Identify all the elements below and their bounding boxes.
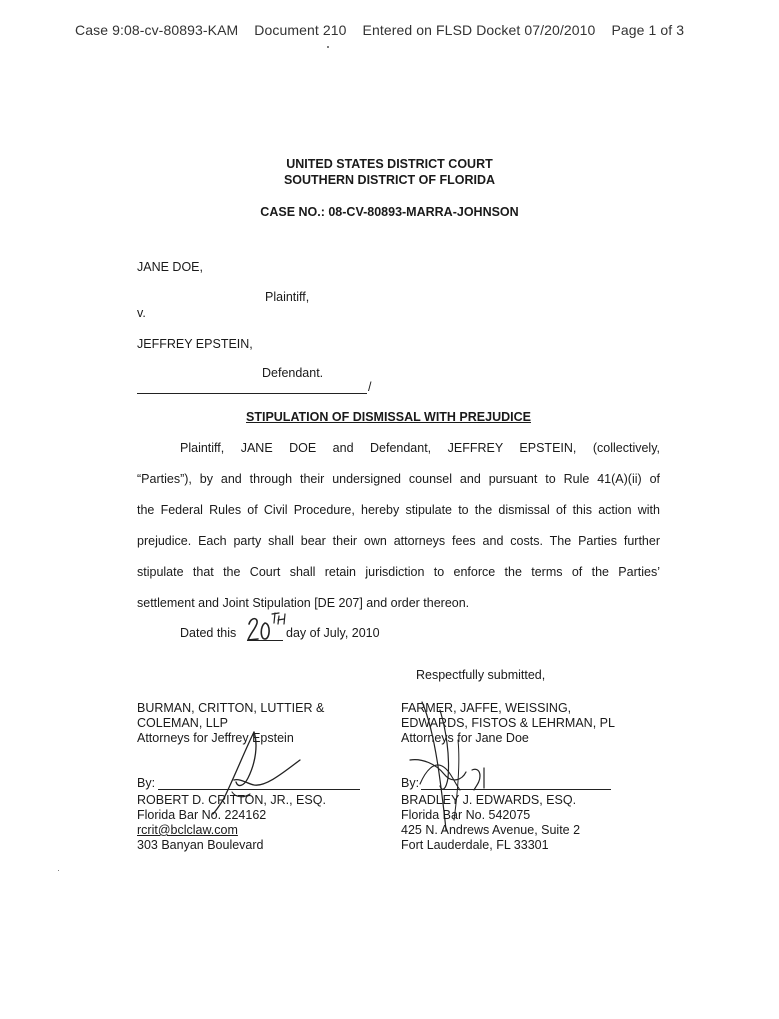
docket-entry: Entered on FLSD Docket 07/20/2010 [362,22,596,38]
body-line-3: the Federal Rules of Civil Procedure, hereby stipulate to the dismissal of this action with [137,503,660,517]
caption-rule-end: / [368,380,372,394]
document-number: Document 210 [254,22,347,38]
right-firm-line1: FARMER, JAFFE, WEISSING, [401,701,572,715]
left-email-link[interactable]: rcrit@bclclaw.com [137,823,238,837]
dated-suffix: day of July, 2010 [286,626,380,640]
body-line-5: stipulate that the Court shall retain jurisdiction to enforce the terms of the Parties’ [137,565,660,579]
left-attorney-name: ROBERT D. CRITTON, JR., ESQ. [137,793,326,807]
caption-rule [137,393,367,394]
court-name: UNITED STATES DISTRICT COURT [286,157,493,171]
plaintiff-name: JANE DOE, [137,260,203,274]
body-line-2: “Parties”), by and through their undersigned counsel and pursuant to Rule 41(A)(ii) of [137,472,660,486]
left-by-label: By: [137,776,156,790]
left-address: 303 Banyan Boulevard [137,838,264,852]
right-attorney-name: BRADLEY J. EDWARDS, ESQ. [401,793,577,807]
right-firm-line2: EDWARDS, FISTOS & LEHRMAN, PL [401,716,615,730]
defendant-name: JEFFREY EPSTEIN, [137,337,253,351]
right-address-line1: 425 N. Andrews Avenue, Suite 2 [401,823,581,837]
case-number-header: Case 9:08-cv-80893-KAM [75,22,239,38]
body-line-6: settlement and Joint Stipulation [DE 207] and order thereon. [137,596,470,610]
district-name: SOUTHERN DISTRICT OF FLORIDA [283,173,496,187]
case-number: CASE NO.: 08-CV-80893-MARRA-JOHNSON [260,205,519,219]
scan-speck [58,870,59,871]
scan-speck [327,46,329,48]
right-attorneys-for: Attorneys for Jane Doe [401,731,529,745]
left-firm-line2: COLEMAN, LLP [137,716,229,730]
docket-header [75,22,684,38]
plaintiff-role: Plaintiff, [265,290,310,304]
versus: v. [137,306,146,320]
left-firm-line1: BURMAN, CRITTON, LUTTIER & [137,701,325,715]
respectfully-submitted: Respectfully submitted, [416,668,546,682]
right-bar-number: Florida Bar No. 542075 [401,808,531,822]
left-attorneys-for: Attorneys for Jeffrey Epstein [137,731,294,745]
right-by-label: By: [401,776,420,790]
page-indicator: Page 1 of 3 [611,22,685,38]
defendant-role: Defendant. [262,366,324,380]
right-address-line2: Fort Lauderdale, FL 33301 [401,838,549,852]
document-title: STIPULATION OF DISMISSAL WITH PREJUDICE [246,410,531,424]
body-line-1: Plaintiff, JANE DOE and Defendant, JEFFREY EPSTEIN, (collectively, [180,441,660,455]
left-bar-number: Florida Bar No. 224162 [137,808,267,822]
dated-prefix: Dated this [180,626,237,640]
body-line-4: prejudice. Each party shall bear their own attorneys fees and costs. The Parties further [137,534,660,548]
handwritten-day [246,610,288,644]
